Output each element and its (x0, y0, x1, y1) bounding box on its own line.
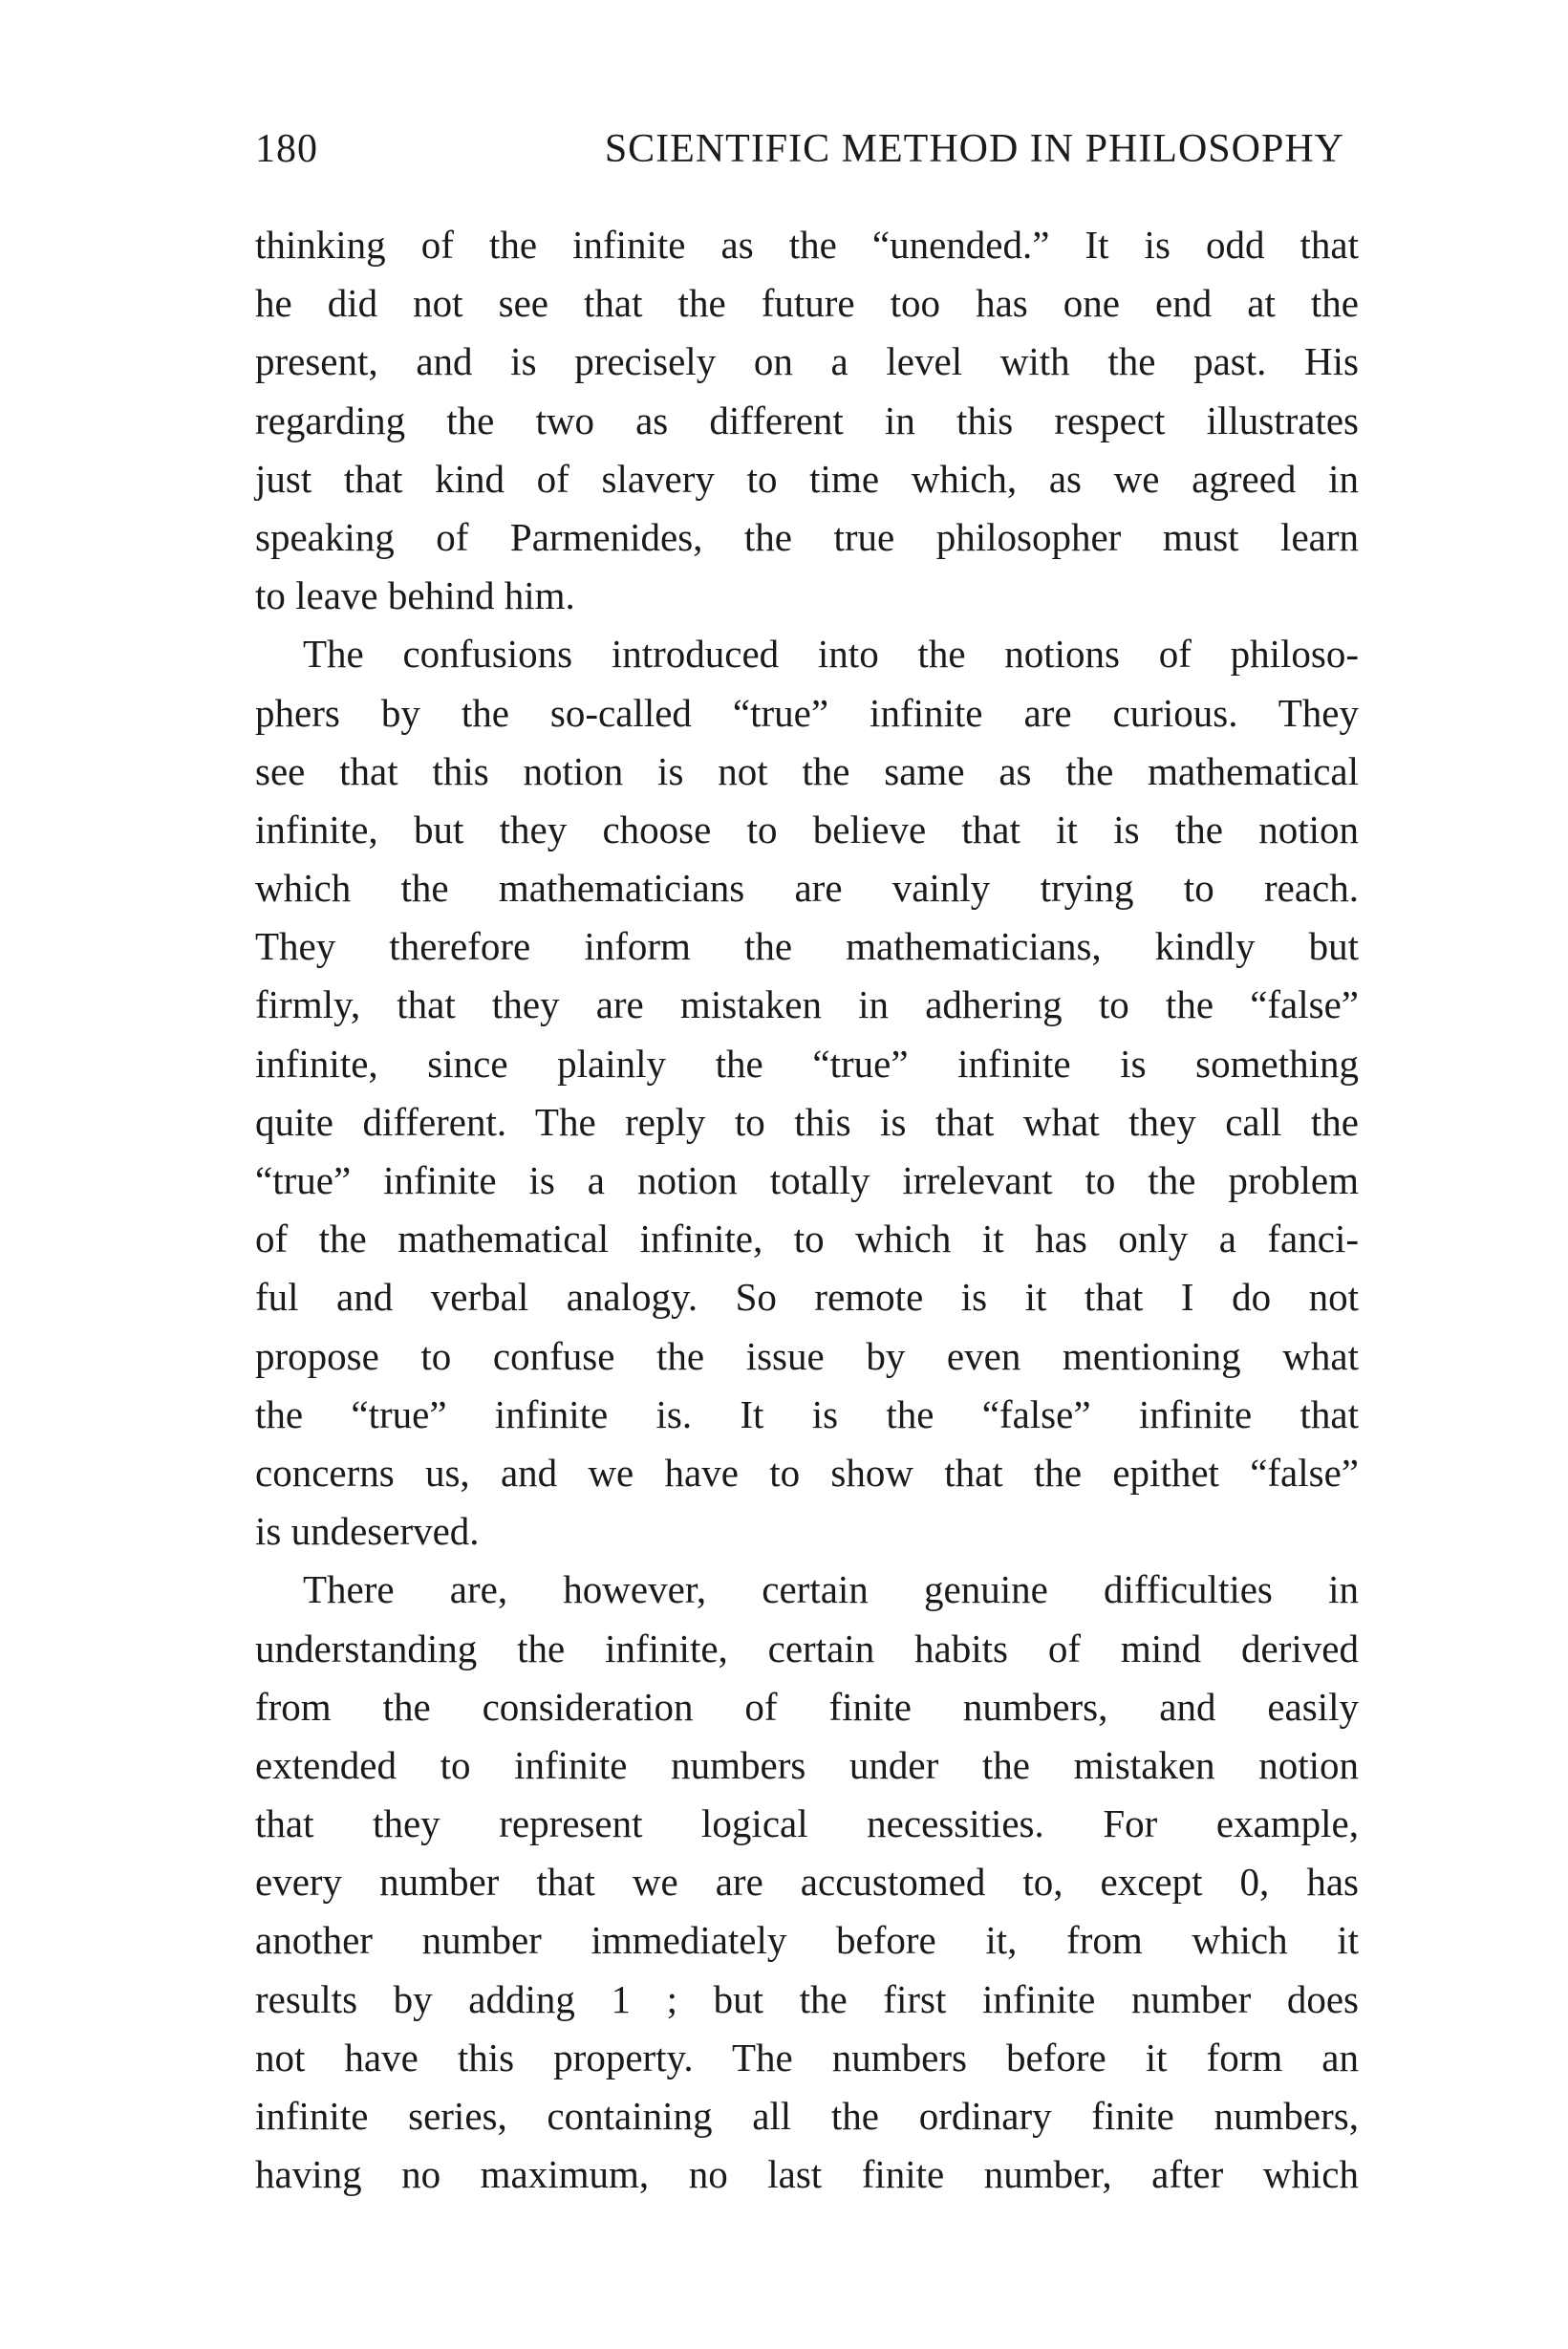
page-body (255, 216, 1359, 2204)
paragraph (255, 216, 1359, 625)
text-line: infinite, but they choose to believe that it is the notion (255, 807, 1359, 851)
text-line: not have this property. The numbers before it form an (255, 2035, 1359, 2080)
text-line: understanding the infinite, certain habits of mind derived (255, 1626, 1359, 1670)
text-line: another number immediately before it, from which it (255, 1918, 1359, 1963)
text-line: phers by the so-called “true” infinite are curious. They (255, 690, 1359, 735)
text-line: ful and verbal analogy. So remote is it that I do not (255, 1275, 1359, 1320)
paragraph (255, 1561, 1359, 2204)
text-line: extended to infinite numbers under the mistaken notion (255, 1742, 1359, 1787)
text-line: the “true” infinite is. It is the “false” infinite that (255, 1391, 1359, 1436)
text-line: he did not see that the future too has one end at the (255, 281, 1359, 326)
text-line: just that kind of slavery to time which, as we agreed in (255, 456, 1359, 501)
text-line: infinite series, containing all the ordinary finite numbers, (255, 2094, 1359, 2138)
text-line: They therefore inform the mathematicians, kindly but (255, 924, 1359, 969)
page-number: 180 (255, 127, 318, 171)
running-title: SCIENTIFIC METHOD IN PHILOSOPHY (604, 127, 1344, 171)
text-line: thinking of the infinite as the “unended.” It is odd that (255, 223, 1359, 267)
text-line: see that this notion is not the same as the mathematical (255, 748, 1359, 793)
text-line: speaking of Parmenides, the true philosopher must learn (255, 514, 1359, 559)
text-line: infinite, since plainly the “true” infinite is something (255, 1041, 1359, 1086)
text-line: which the mathematicians are vainly trying to reach. (255, 866, 1359, 911)
text-line: propose to confuse the issue by even mentioning what (255, 1333, 1359, 1378)
text-line: “true” infinite is a notion totally irrelevant to the problem (255, 1158, 1359, 1202)
text-line: is undeserved. (255, 1509, 480, 1554)
text-line: There are, however, certain genuine difficulties in (303, 1567, 1359, 1612)
text-line: from the consideration of finite numbers, and easily (255, 1684, 1359, 1729)
text-line: regarding the two as different in this respect illustrates (255, 398, 1359, 442)
text-line: that they represent logical necessities. For example, (255, 1801, 1359, 1846)
text-line: to leave behind him. (255, 573, 575, 618)
paragraph (255, 625, 1359, 1561)
text-line: of the mathematical infinite, to which it has only a fanci- (255, 1217, 1359, 1261)
text-line: quite different. The reply to this is that what they call the (255, 1099, 1359, 1144)
text-line: firmly, that they are mistaken in adhering to the “false” (255, 982, 1359, 1027)
text-line: every number that we are accustomed to, except 0, has (255, 1860, 1359, 1905)
text-line: The confusions introduced into the notions of philoso- (303, 632, 1359, 677)
text-line: results by adding 1 ; but the first infinite number does (255, 1976, 1359, 2021)
text-line: concerns us, and we have to show that the epithet “false” (255, 1450, 1359, 1495)
text-line: having no maximum, no last finite number, after which (255, 2152, 1359, 2197)
text-line: present, and is precisely on a level with the past. His (255, 339, 1359, 384)
running-header (255, 126, 1344, 172)
